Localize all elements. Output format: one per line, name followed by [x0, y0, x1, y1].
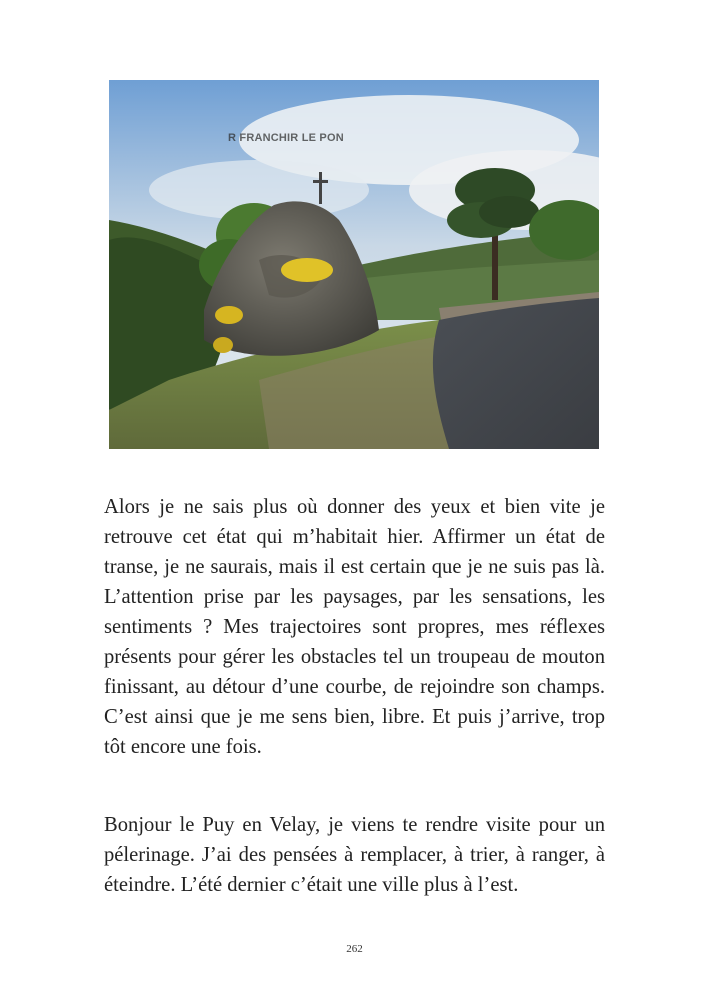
body-paragraph: Alors je ne sais plus où donner des yeux et bien vite je retrouve cet état qui m’habitait hier. Affirmer un état de transe, je ne saurais, mais il est certain que je ne suis pas là. L’attention prise par les paysages, par les sensations, les sentiments ? Mes trajectoires sont propres, mes réflexes présents pour gérer les obstacles tel un troupeau de mouton finissant, au détour d’une courbe, de rejoindre son champs. C’est ainsi que je me sens bien, libre. Et puis j’arrive, trop tôt encore une fois.: [104, 496, 605, 758]
page-number: 262: [346, 943, 363, 955]
photo-watermark: R FRANCHIR LE PON: [228, 132, 344, 144]
body-paragraph: Bonjour le Puy en Velay, je viens te rendre visite pour un pélerinage. J’ai des pensées à remplacer, à trier, à ranger, à éteindre. L’été dernier c’était une ville plus à l’est.: [104, 814, 605, 896]
landscape-photo-illustration: [109, 80, 599, 449]
landscape-photo: [109, 80, 599, 449]
